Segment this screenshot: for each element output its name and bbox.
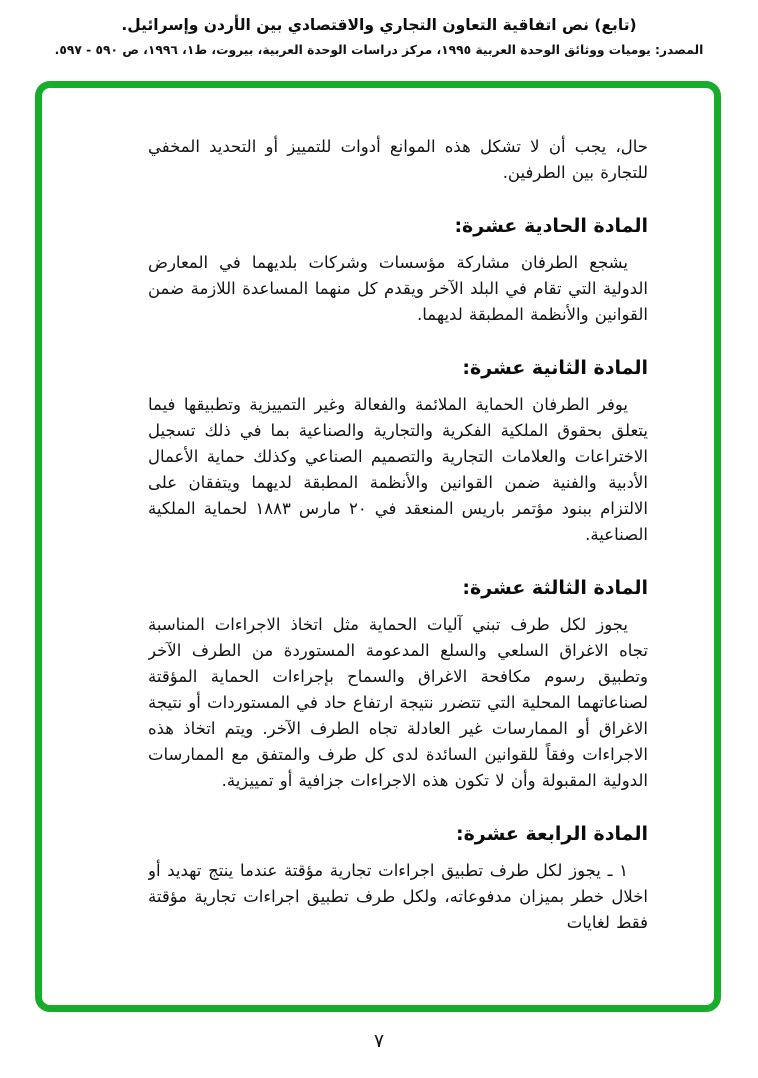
- article-heading: المادة الحادية عشرة:: [454, 215, 648, 237]
- article-body: يشجع الطرفان مشاركة مؤسسات وشركات بلديهما في المعارض الدولية التي تقام في البلد الآخر ويقدم كل منهما المساعدة اللازمة ضمن القوانين والأنظمة المطبقة لديهما.: [148, 253, 648, 324]
- article-heading: المادة الرابعة عشرة:: [455, 823, 648, 845]
- page-header-title: (تابع) نص اتفاقية التعاون التجاري والاقتصادي بين الأردن وإسرائيل.: [121, 16, 637, 34]
- article-section: [148, 213, 648, 328]
- article-heading: المادة الثالثة عشرة:: [462, 577, 648, 599]
- article-body: يوفر الطرفان الحماية الملائمة والفعالة وغير التمييزية وتطبيقها فيما يتعلق بحقوق الملكية الفكرية والتجارية والصناعية بما في ذلك تسجيل الاختراعات والعلامات التجارية والتصميم الصناعي وكذلك حماية الأعمال الأدبية والفنية ضمن القوانين والأنظمة المطبقة لديهما ويتفقان على الالتزام ببنود مؤتمر باريس المنعقد في ٢٠ مارس ١٨٨٣ لحماية الملكية الصناعية.: [148, 395, 648, 544]
- page-number: ٧: [373, 1030, 385, 1052]
- page-header: [0, 16, 758, 57]
- article-body: يجوز لكل طرف تبني آليات الحماية مثل اتخاذ الاجراءات المناسبة تجاه الاغراق السلعي والسلع المدعومة المستوردة من الطرف الآخر وتطبيق رسوم مكافحة الاغراق والسماح بإجراءات الحماية المؤقتة لصناعاتهما المحلية التي تتضرر نتيجة ارتفاع حاد في المستوردات أو نتيجة الاغراق أو الممارسات غير العادلة تجاه الطرف الآخر. ويتم اتخاذ هذه الاجراءات وفقاً للقوانين السائدة لدى كل طرف والمتفق مع الممارسات الدولية المقبولة وأن لا تكون هذه الاجراءات جزافية أو تمييزية.: [148, 615, 648, 790]
- article-section: [148, 355, 648, 548]
- article-section: [148, 575, 648, 794]
- intro-paragraph: حال، يجب أن لا تشكل هذه الموانع أدوات للتمييز أو التحديد المخفي للتجارة بين الطرفين.: [148, 137, 648, 182]
- article-content: [148, 134, 648, 1000]
- page-header-source: المصدر: يوميات ووثائق الوحدة العربية ١٩٩٥، مركز دراسات الوحدة العربية، بيروت، ط١، ١٩٩٦، ص ٥٩٠ - ٥٩٧.: [54, 43, 704, 57]
- article-body: ١ ـ يجوز لكل طرف تطبيق اجراءات تجارية مؤقتة عندما ينتج تهديد أو اخلال خطر بميزان مدفوعاته، ولكل طرف تطبيق اجراءات تجارية مؤقتة فقط لغايات: [148, 861, 648, 932]
- article-section: [148, 821, 648, 936]
- article-heading: المادة الثانية عشرة:: [462, 357, 648, 379]
